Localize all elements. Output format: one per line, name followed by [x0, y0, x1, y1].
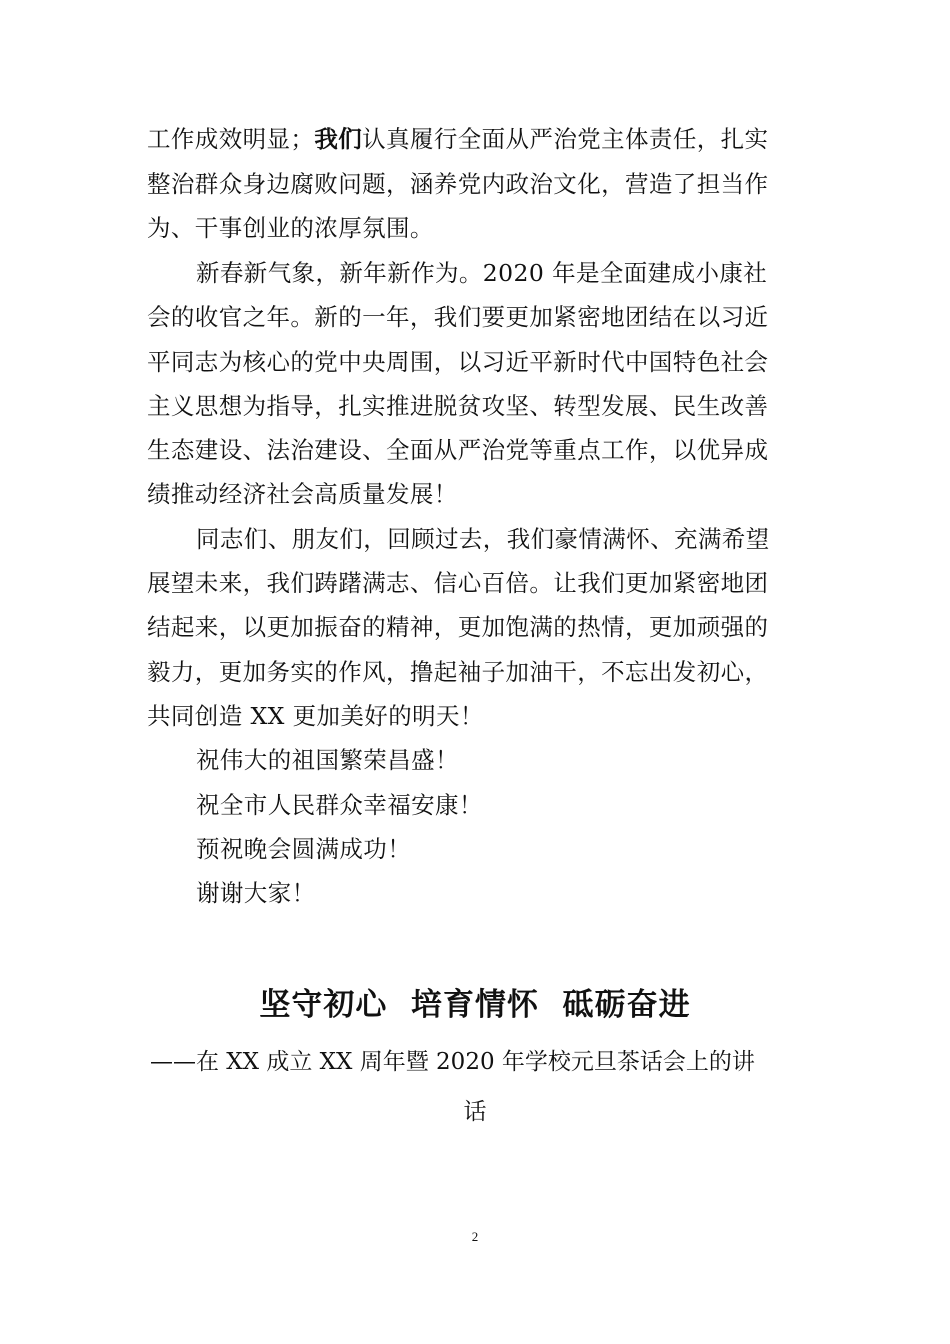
- page-number: 2: [471, 1229, 479, 1244]
- closing-wish-1: 祝伟大的祖国繁荣昌盛！: [196, 746, 459, 774]
- paragraph-1-line-1: [147, 124, 807, 154]
- speech-subtitle-line-2: 话: [463, 1099, 487, 1125]
- paragraph-3-line-5: 共同创造 XX 更加美好的明天！: [147, 702, 484, 730]
- closing-wish-4: 谢谢大家！: [196, 879, 316, 907]
- text-span: 工作成效明显；: [147, 125, 315, 153]
- paragraph-2-line-1: 新春新气象，新年新作为。2020 年是全面建成小康社: [196, 259, 768, 287]
- closing-wish-2: 祝全市人民群众幸福安康！: [196, 791, 483, 819]
- text-span: 认真履行全面从严治党主体责任，扎实: [362, 125, 769, 153]
- paragraph-2-line-2: 会的收官之年。新的一年，我们要更加紧密地团结在以习近: [147, 303, 769, 331]
- paragraph-2-line-4: 主义思想为指导，扎实推进脱贫攻坚、转型发展、民生改善: [147, 392, 769, 420]
- paragraph-3-line-2: 展望未来，我们踌躇满志、信心百倍。让我们更加紧密地团: [147, 569, 769, 597]
- speech-subtitle-line-1: ——在 XX 成立 XX 周年暨 2020 年学校元旦茶话会上的讲: [150, 1049, 755, 1075]
- paragraph-1-line-3: 为、干事创业的浓厚氛围。: [147, 214, 434, 242]
- paragraph-1-line-2: 整治群众身边腐败问题，涵养党内政治文化，营造了担当作: [147, 170, 769, 198]
- paragraph-2-line-5: 生态建设、法治建设、全面从严治党等重点工作，以优异成: [147, 436, 769, 464]
- paragraph-3-line-3: 结起来，以更加振奋的精神，更加饱满的热情，更加顽强的: [147, 613, 769, 641]
- paragraph-3-line-1: 同志们、朋友们，回顾过去，我们豪情满怀、充满希望: [196, 525, 770, 553]
- paragraph-3-line-4: 毅力，更加务实的作风，撸起袖子加油干，不忘出发初心，: [147, 658, 769, 686]
- paragraph-2-line-3: 平同志为核心的党中央周围，以习近平新时代中国特色社会: [147, 348, 769, 376]
- speech-title: 坚守初心 培育情怀 砥砺奋进: [259, 987, 691, 1023]
- closing-wish-3: 预祝晚会圆满成功！: [196, 835, 412, 863]
- paragraph-2-line-6: 绩推动经济社会高质量发展！: [147, 480, 458, 508]
- bold-text-span: 我们: [314, 125, 363, 153]
